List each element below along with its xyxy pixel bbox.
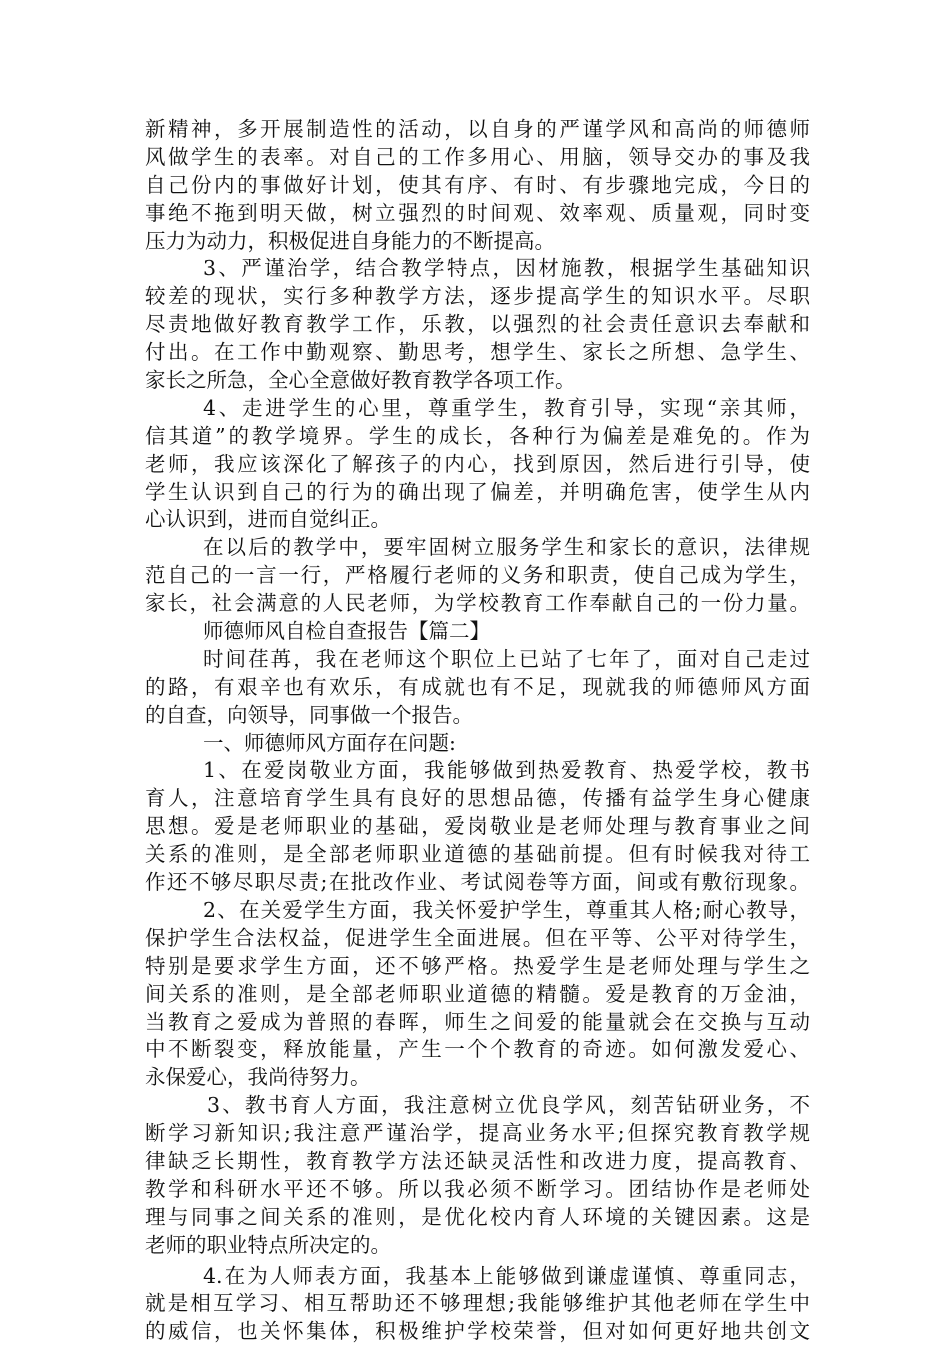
text-line: 作还不够尽职尽责;在批改作业、考试阅卷等方面，间或有敷衍现象。	[145, 870, 810, 895]
text-line: 中不断裂变，释放能量，产生一个个教育的奇迹。如何激发爱心、	[145, 1037, 810, 1062]
text-line: 付出。在工作中勤观察、勤思考，想学生、家长之所想、急学生、	[145, 340, 810, 365]
text-line: 就是相互学习、相互帮助还不够理想;我能够维护其他老师在学生中	[145, 1291, 810, 1316]
text-line: 家长之所急，全心全意做好教育教学各项工作。	[145, 368, 576, 393]
text-line: 1、在爱岗敬业方面，我能够做到热爱教育、热爱学校，教书	[203, 758, 810, 783]
text-line: 间关系的准则，是全部老师职业道德的精髓。爱是教育的万金油，	[145, 981, 810, 1006]
text-line: 3、严谨治学，结合教学特点，因材施教，根据学生基础知识	[203, 256, 810, 281]
text-line: 老师的职业特点所决定的。	[145, 1232, 391, 1257]
text-line: 育人，注意培育学生具有良好的思想品德，传播有益学生身心健康	[145, 786, 810, 811]
text-line: 4、走进学生的心里，尊重学生，教育引导，实现“亲其师，	[203, 395, 810, 420]
text-line: 的威信，也关怀集体，积极维护学校荣誉，但对如何更好地共创文	[145, 1319, 810, 1344]
text-line: 当教育之爱成为普照的春晖，师生之间爱的能量就会在交换与互动	[145, 1009, 810, 1034]
text-line: 4.在为人师表方面，我基本上能够做到谦虚谨慎、尊重同志，	[203, 1263, 810, 1288]
text-line: 3、教书育人方面，我注意树立优良学风，刻苦钻研业务，不	[207, 1093, 810, 1118]
text-line: 永保爱心，我尚待努力。	[145, 1065, 371, 1090]
text-line: 较差的现状，实行多种教学方法，逐步提高学生的知识水平。尽职	[145, 284, 810, 309]
text-line: 老师，我应该深化了解孩子的内心，找到原因，然后进行引导，使	[145, 451, 810, 476]
text-line: 自己份内的事做好计划，使其有序、有时、有步骤地完成，今日的	[145, 172, 810, 197]
text-line: 师德师风自检自查报告【篇二】	[203, 619, 490, 644]
text-line: 理与同事之间关系的准则，是优化校内育人环境的关键因素。这是	[145, 1204, 810, 1229]
text-line: 尽责地做好教育教学工作，乐教，以强烈的社会责任意识去奉献和	[145, 312, 810, 337]
text-line: 的路，有艰辛也有欢乐，有成就也有不足，现就我的师德师风方面	[145, 674, 810, 699]
text-line: 时间荏苒，我在老师这个职位上已站了七年了，面对自己走过	[203, 646, 810, 671]
text-line: 断学习新知识;我注意严谨治学，提高业务水平;但探究教育教学规	[145, 1121, 810, 1146]
text-line: 律缺乏长期性，教育教学方法还缺灵活性和改进力度，提高教育、	[145, 1148, 810, 1173]
text-line: 教学和科研水平还不够。所以我必须不断学习。团结协作是老师处	[145, 1176, 810, 1201]
text-line: 特别是要求学生方面，还不够严格。热爱学生是老师处理与学生之	[145, 953, 810, 978]
text-line: 新精神，多开展制造性的活动，以自身的严谨学风和高尚的师德师	[145, 117, 810, 141]
text-line: 学生认识到自己的行为的确出现了偏差，并明确危害，使学生从内	[145, 479, 810, 504]
text-line: 事绝不拖到明天做，树立强烈的时间观、效率观、质量观，同时变	[145, 200, 810, 225]
text-line: 风做学生的表率。对自己的工作多用心、用脑，领导交办的事及我	[145, 144, 810, 169]
text-line: 的自查，向领导，同事做一个报告。	[145, 702, 473, 727]
text-line: 家长，社会满意的人民老师，为学校教育工作奉献自己的一份力量。	[145, 591, 810, 616]
text-line: 保护学生合法权益，促进学生全面进展。但在平等、公平对待学生，	[145, 925, 810, 950]
text-line: 2、在关爱学生方面，我关怀爱护学生，尊重其人格;耐心教导，	[203, 897, 810, 922]
text-line: 心认识到，进而自觉纠正。	[145, 507, 391, 532]
text-line: 压力为动力，积极促进自身能力的不断提高。	[145, 228, 555, 253]
document-page	[145, 116, 810, 1346]
text-line: 思想。爱是老师职业的基础，爱岗敬业是老师处理与教育事业之间	[145, 814, 810, 839]
text-line: 在以后的教学中，要牢固树立服务学生和家长的意识，法律规	[203, 535, 810, 560]
text-line: 范自己的一言一行，严格履行老师的义务和职责，使自己成为学生，	[145, 563, 810, 588]
text-line: 关系的准则，是全部老师职业道德的基础前提。但有时候我对待工	[145, 842, 810, 867]
text-line: 信其道”的教学境界。学生的成长，各种行为偏差是难免的。作为	[145, 423, 810, 448]
text-line: 一、师德师风方面存在问题:	[203, 730, 456, 755]
